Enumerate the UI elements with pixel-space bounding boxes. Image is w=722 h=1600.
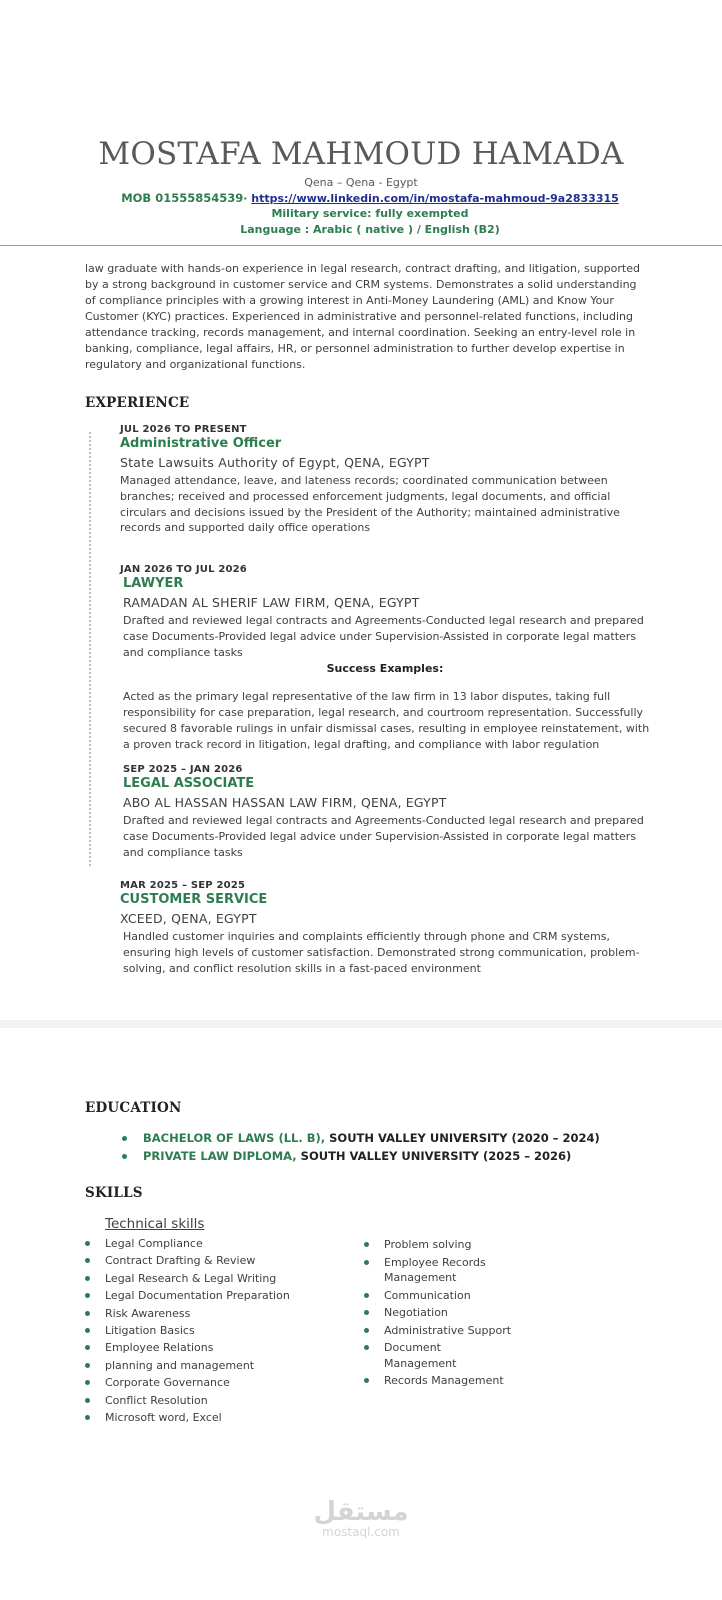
skill-item: Corporate Governance bbox=[85, 1375, 335, 1392]
education-item bbox=[122, 1131, 682, 1149]
job-date: SEP 2025 – JAN 2026 bbox=[123, 764, 243, 775]
watermark bbox=[0, 1497, 722, 1539]
job-role: Administrative Officer bbox=[120, 436, 282, 451]
skill-item: Legal Research & Legal Writing bbox=[85, 1271, 335, 1288]
job-entry bbox=[120, 880, 650, 976]
success-examples-label: Success Examples: bbox=[326, 662, 444, 676]
military-status: Military service: fully exempted bbox=[271, 207, 469, 220]
job-description: Handled customer inquiries and complaints efficiently through phone and CRM systems, ensuring high levels of customer satisfaction. Demonstrated strong communication, problem-solving, and conflict resolution skills in a fast-paced environment bbox=[123, 930, 640, 975]
skill-item: Litigation Basics bbox=[85, 1323, 335, 1340]
soft-skills-list bbox=[364, 1237, 514, 1391]
location: Qena – Qena - Egypt bbox=[304, 176, 418, 189]
bullet-icon bbox=[85, 1398, 90, 1403]
contact-line bbox=[0, 191, 722, 205]
separator-dot: · bbox=[243, 192, 248, 205]
job-date: JUL 2026 TO PRESENT bbox=[120, 424, 247, 435]
bullet-icon bbox=[85, 1241, 90, 1246]
technical-skills-list bbox=[85, 1236, 335, 1427]
skill-item: Employee Records Management bbox=[364, 1255, 514, 1286]
education-list bbox=[122, 1131, 682, 1167]
skill-item: Employee Relations bbox=[85, 1340, 335, 1357]
bullet-icon bbox=[364, 1345, 369, 1350]
school-name: SOUTH VALLEY UNIVERSITY (2025 – 2026) bbox=[296, 1149, 572, 1163]
bullet-icon bbox=[364, 1293, 369, 1298]
skill-item: Conflict Resolution bbox=[85, 1393, 335, 1410]
bullet-icon bbox=[122, 1136, 127, 1141]
job-entry bbox=[120, 424, 650, 536]
skill-item: Contract Drafting & Review bbox=[85, 1253, 335, 1270]
skill-item: Microsoft word, Excel bbox=[85, 1410, 335, 1427]
skill-item: Legal Documentation Preparation bbox=[85, 1288, 335, 1305]
language-line: Language : Arabic ( native ) / English (B2) bbox=[240, 223, 500, 236]
skill-item: Problem solving bbox=[364, 1237, 514, 1253]
bullet-icon bbox=[85, 1311, 90, 1316]
bullet-icon bbox=[85, 1328, 90, 1333]
job-organization: XCEED, QENA, EGYPT bbox=[120, 911, 257, 926]
page-break bbox=[0, 1020, 722, 1028]
skill-item: Risk Awareness bbox=[85, 1306, 335, 1323]
skill-item: Records Management bbox=[364, 1373, 514, 1389]
watermark-url: mostaql.com bbox=[322, 1525, 400, 1539]
header-divider bbox=[0, 245, 722, 246]
skill-item: Communication bbox=[364, 1288, 514, 1304]
job-description: Managed attendance, leave, and lateness records; coordinated communication between branches; received and processed enforcement judgments, legal documents, and official circulars and decisions issued by the President of the Authority; maintained administrative records and supported daily office operations bbox=[120, 474, 620, 535]
skill-item: Document Management bbox=[364, 1340, 514, 1371]
degree-name: BACHELOR OF LAWS (LL. B), bbox=[143, 1131, 326, 1145]
job-description: Drafted and reviewed legal contracts and Agreements-Conducted legal research and prepared case Documents-Provided legal advice under Supervision-Assisted in corporate legal matters and compliance tasks bbox=[123, 614, 644, 659]
job-role: LEGAL ASSOCIATE bbox=[123, 776, 255, 791]
bullet-icon bbox=[85, 1276, 90, 1281]
bullet-icon bbox=[364, 1260, 369, 1265]
summary-paragraph: law graduate with hands-on experience in legal research, contract drafting, and litigation, supported by a strong background in customer service and CRM systems. Demonstrates a solid understanding of compliance principles with a growing interest in Anti-Money Laundering (AML) and Know Your Customer (KYC) practices. Experienced in administrative and personnel-related functions, including attendance tracking, records management, and internal coordination. Seeking an entry-level role in banking, compliance, legal affairs, HR, or personnel administration to further develop expertise in regulatory and organizational functions. bbox=[85, 262, 640, 371]
candidate-name: MOSTAFA MAHMOUD HAMADA bbox=[98, 136, 624, 172]
skill-item: Negotiation bbox=[364, 1305, 514, 1321]
job-date: JAN 2026 TO JUL 2026 bbox=[120, 564, 247, 575]
watermark-logo: مستقل bbox=[313, 1497, 409, 1527]
job-role: LAWYER bbox=[123, 576, 184, 591]
skills-heading: SKILLS bbox=[85, 1185, 143, 1201]
job-organization: RAMADAN AL SHERIF LAW FIRM, QENA, EGYPT bbox=[123, 595, 420, 610]
skill-item: Legal Compliance bbox=[85, 1236, 335, 1253]
success-examples-text: Acted as the primary legal representative of the law firm in 13 labor disputes, taking full responsibility for case preparation, legal research, and courtroom representation. Successfully secured 8 favorable rulings in unfair dismissal cases, resulting in employee reinstatement, with a proven track record in litigation, legal drafting, and compliance with labor regulation bbox=[123, 690, 650, 751]
bullet-icon bbox=[85, 1345, 90, 1350]
job-organization: State Lawsuits Authority of Egypt, QENA, EGYPT bbox=[120, 455, 430, 470]
skill-item: Administrative Support bbox=[364, 1323, 514, 1339]
experience-heading: EXPERIENCE bbox=[85, 395, 190, 411]
bullet-icon bbox=[364, 1242, 369, 1247]
bullet-icon bbox=[122, 1154, 127, 1159]
skill-item: planning and management bbox=[85, 1358, 335, 1375]
degree-name: PRIVATE LAW DIPLOMA, bbox=[143, 1149, 297, 1163]
mobile-number: MOB 01555854539 bbox=[121, 191, 244, 205]
linkedin-link[interactable]: https://www.linkedin.com/in/mostafa-mahmoud-9a2833315 bbox=[251, 192, 619, 205]
bullet-icon bbox=[85, 1293, 90, 1298]
bullet-icon bbox=[85, 1415, 90, 1420]
bullet-icon bbox=[85, 1380, 90, 1385]
bullet-icon bbox=[85, 1258, 90, 1263]
bullet-icon bbox=[364, 1310, 369, 1315]
job-entry bbox=[120, 564, 650, 753]
job-organization: ABO AL HASSAN HASSAN LAW FIRM, QENA, EGYPT bbox=[123, 795, 447, 810]
timeline-line bbox=[89, 432, 91, 868]
bullet-icon bbox=[364, 1378, 369, 1383]
education-item bbox=[122, 1149, 682, 1167]
job-role: CUSTOMER SERVICE bbox=[120, 892, 268, 907]
technical-skills-heading: Technical skills bbox=[105, 1216, 205, 1232]
education-heading: EDUCATION bbox=[85, 1100, 182, 1116]
job-date: MAR 2025 – SEP 2025 bbox=[120, 880, 246, 891]
bullet-icon bbox=[85, 1363, 90, 1368]
job-entry bbox=[120, 764, 650, 860]
bullet-icon bbox=[364, 1328, 369, 1333]
job-description: Drafted and reviewed legal contracts and Agreements-Conducted legal research and prepared case Documents-Provided legal advice under Supervision-Assisted in corporate legal matters and compliance tasks bbox=[123, 814, 644, 859]
school-name: SOUTH VALLEY UNIVERSITY (2020 – 2024) bbox=[325, 1131, 600, 1145]
